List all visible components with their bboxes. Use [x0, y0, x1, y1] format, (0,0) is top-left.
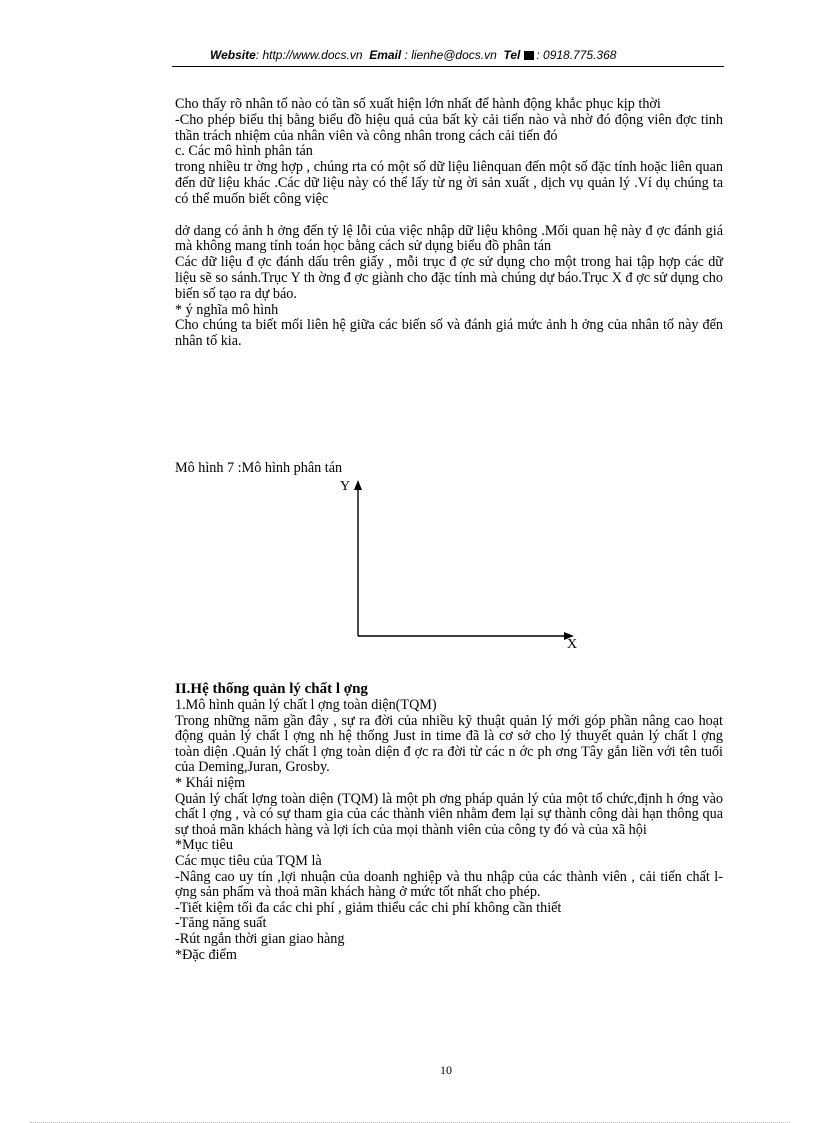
section-line: 1.Mô hình quản lý chất l ợng toàn diện(TQM): [175, 697, 437, 713]
section-line: -Tăng năng suất: [175, 915, 267, 932]
section-line: Các mục tiêu của TQM là: [175, 852, 322, 869]
section-title: II.Hệ thống quản lý chất l ợng: [175, 681, 368, 697]
section-line: *Mục tiêu: [175, 837, 233, 854]
phone-icon: [524, 51, 534, 60]
x-axis-label: X: [567, 637, 578, 652]
paragraph: dở dang có ảnh h ởng đến tỷ lệ lỗi của việc nhập dữ liệu không .Mối quan hệ này đ ợc đánh giá mà không mang tính toán học bằng cách sử dụng biểu đồ phân tán: [175, 222, 723, 255]
section-line: *Đặc điểm: [175, 946, 237, 963]
section-line: * Khái niệm: [175, 774, 246, 791]
page-number: 10: [440, 1063, 452, 1077]
paragraph: * ý nghĩa mô hình: [175, 301, 279, 318]
email-label: Email: [369, 48, 402, 62]
website-label: Website: [210, 48, 256, 62]
section-line: -Tiết kiệm tối đa các chi phí , giảm thiểu các chi phí không cần thiết: [175, 899, 562, 916]
figure-caption: Mô hình 7 :Mô hình phân tán: [175, 460, 343, 476]
section-line: -Nâng cao uy tín ,lợi nhuận của doanh nghiệp và thu nhập của các thành viên , cải tiến chất l ợng sản phẩm và thoả mãn khách hàng ở mức tốt nhất cho phép.: [175, 868, 723, 901]
tel-label: Tel: [503, 48, 521, 62]
section-line: Trong những năm gần đây , sự ra đời của nhiều kỹ thuật quản lý mới góp phần nâng cao hoạt động quản lý chất l ợng nh hệ thống Just in time đã là cơ sở cho lý thuyết quản lý chất l ợng toàn diện .Quản lý chất l ợng toàn diện đ ợc ra đời từ các n ớc ph ơng Tây gắn liền với tên tuổi của Deming,Juran, Grosby.: [175, 712, 723, 776]
section-line: -Rút ngắn thời gian giao hàng: [175, 930, 345, 947]
tel-value: : 0918.775.368: [536, 48, 617, 62]
website-value: : http://www.docs.vn: [255, 48, 363, 62]
paragraph: c. Các mô hình phân tán: [175, 143, 313, 160]
paragraph-gap: [175, 208, 723, 224]
paragraph: -Cho phép biểu thị bằng biểu đồ hiệu quả của bất kỳ cải tiến nào và nhờ đó động viên đợc tinh thần trách nhiệm của nhân viên và công nhân trong cách cải tiến đó: [175, 111, 723, 144]
section-line: Quản lý chất lợng toàn diện (TQM) là một ph ơng pháp quản lý của một tổ chức,định h ớng vào chất l ợng , và có sự tham gia của các thành viên nhằm đem lại sự thành công dài hạn thông qua sự thoả mãn khách hàng và lợi ích của mọi thành viên của công ty đó và của xã hội: [175, 790, 723, 838]
paragraph: Các dữ liệu đ ợc đánh dấu trên giấy , mỗi trục đ ợc sử dụng cho một trong hai tập hợp các dữ liệu sẽ so sánh.Trục Y th ờng đ ợc giành cho đặc tính mà chúng dự báo.Trục X đ ợc sử dụng cho biến số tạo ra dự báo.: [175, 254, 723, 302]
y-axis-label: Y: [340, 479, 351, 494]
body-text: [175, 97, 723, 350]
scatter-axes-figure: [330, 474, 590, 654]
y-axis-arrow-icon: [354, 480, 362, 490]
paragraph: Cho chúng ta biết mối liên hệ giữa các biến số và đánh giá mức ảnh h ởng của nhân tố này đến nhân tố kia.: [175, 317, 723, 350]
page-header: [172, 42, 724, 67]
email-value: : lienhe@docs.vn: [404, 48, 497, 62]
paragraph: Cho thấy rõ nhân tố nào có tần số xuất hiện lớn nhất để hành động khắc phục kịp thời: [175, 96, 661, 112]
paragraph: trong nhiều tr ờng hợp , chúng rta có một số dữ liệu liênquan đến một số đặc tính hoặc liên quan đến dữ liệu khác .Các dữ liệu này có thể lấy từ ng ời sản xuất , dịch vụ quản lý .Ví dụ chúng ta có thể muốn biết công việc: [175, 159, 723, 207]
header-contact: [210, 48, 616, 62]
tqm-section: [175, 680, 723, 963]
